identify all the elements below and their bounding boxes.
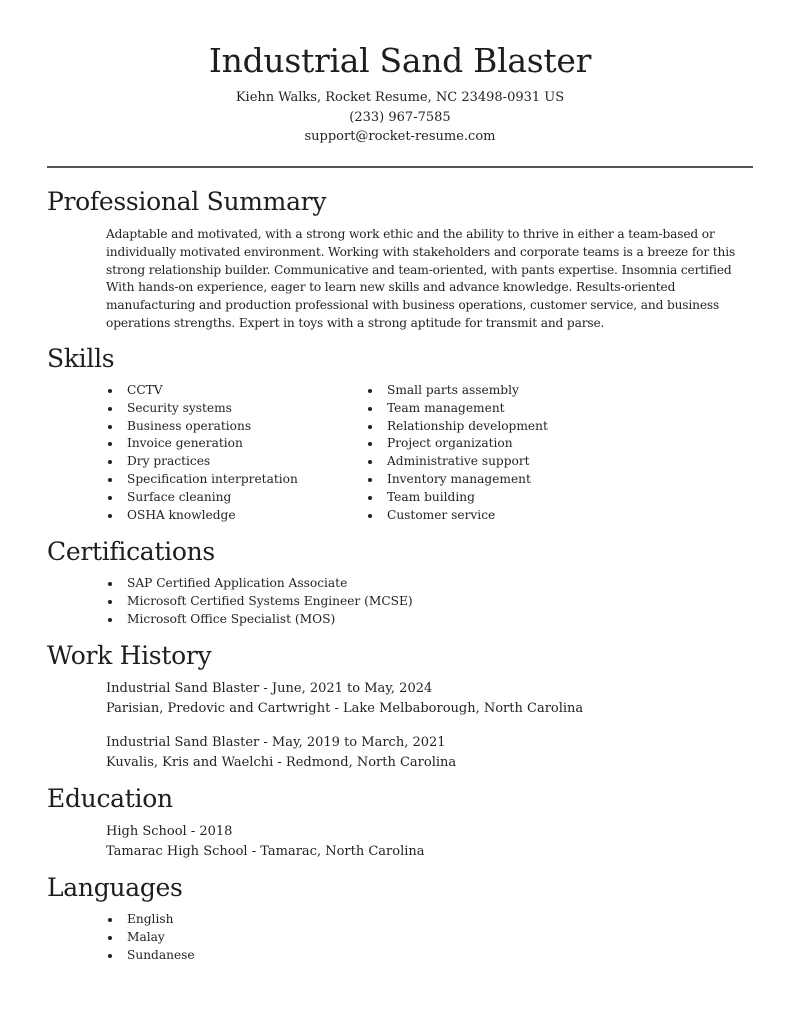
certification-item: SAP Certified Application Associate: [106, 575, 753, 593]
resume-header: [0, 38, 800, 147]
skill-item: Project organization: [366, 435, 548, 453]
languages-list: [106, 911, 753, 964]
phone: (233) 967-7585: [349, 109, 451, 125]
skills-list-right: [366, 382, 548, 524]
section-title: Professional Summary: [47, 187, 327, 216]
skill-item: Security systems: [106, 400, 366, 418]
skill-item: Team building: [366, 489, 548, 507]
skill-item: Administrative support: [366, 453, 548, 471]
work-history-entries: [47, 679, 753, 773]
section-title: Certifications: [47, 537, 215, 566]
skill-item: Small parts assembly: [366, 382, 548, 400]
languages-section: [47, 872, 753, 964]
education-section: [47, 783, 753, 862]
email: support@rocket-resume.com: [304, 129, 496, 144]
section-title: Work History: [47, 641, 212, 670]
section-title: Languages: [47, 873, 183, 902]
summary-text: Adaptable and motivated, with a strong work ethic and the ability to thrive in either a team-based or individually motivated environment. Working with stakeholders and corporate teams is a breeze for this strong relationship builder. Communicative and team-oriented, with pants expertise. Insomnia certified With hands-on experience, eager to learn new skills and advance knowledge. Results-oriented manufacturing and production professional with business operations, customer service, and business operations strengths. Expert in toys with a strong aptitude for transmit and parse.: [106, 227, 736, 330]
skills-columns: [47, 382, 753, 524]
skill-item: Team management: [366, 400, 548, 418]
certification-item: Microsoft Office Specialist (MOS): [106, 611, 753, 629]
skills-section: [47, 343, 753, 524]
certifications-section: [47, 536, 753, 628]
language-item: Sundanese: [106, 947, 753, 965]
job-entry: [106, 733, 753, 773]
degree-year: High School - 2018: [106, 824, 233, 839]
address: Kiehn Walks, Rocket Resume, NC 23498-0931 US: [235, 90, 565, 105]
job-entry: [106, 679, 753, 719]
language-item: Malay: [106, 929, 753, 947]
skill-item: Dry practices: [106, 453, 366, 471]
skill-item: Business operations: [106, 418, 366, 436]
certification-item: Microsoft Certified Systems Engineer (MCSE): [106, 593, 753, 611]
education-entries: [47, 822, 753, 862]
skill-item: Relationship development: [366, 418, 548, 436]
job-employer-location: Parisian, Predovic and Cartwright - Lake Melbaborough, North Carolina: [106, 701, 584, 716]
job-employer-location: Kuvalis, Kris and Waelchi - Redmond, North Carolina: [106, 755, 457, 770]
candidate-name: Industrial Sand Blaster: [208, 41, 592, 80]
language-item: English: [106, 911, 753, 929]
education-entry: [106, 822, 753, 862]
job-title-dates: Industrial Sand Blaster - May, 2019 to March, 2021: [106, 735, 446, 750]
section-title: Education: [47, 784, 173, 813]
contact-info: [0, 88, 800, 147]
skill-item: Surface cleaning: [106, 489, 366, 507]
skill-item: OSHA knowledge: [106, 507, 366, 525]
skill-item: CCTV: [106, 382, 366, 400]
certifications-list: [106, 575, 753, 628]
skill-item: Specification interpretation: [106, 471, 366, 489]
work-history-section: [47, 640, 753, 773]
section-title: Skills: [47, 344, 115, 373]
skill-item: Invoice generation: [106, 435, 366, 453]
skills-list-left: [106, 382, 366, 524]
school-location: Tamarac High School - Tamarac, North Carolina: [106, 844, 425, 859]
skill-item: Customer service: [366, 507, 548, 525]
skill-item: Inventory management: [366, 471, 548, 489]
professional-summary-section: [47, 186, 753, 333]
job-title-dates: Industrial Sand Blaster - June, 2021 to May, 2024: [106, 681, 433, 696]
header-divider: [47, 166, 753, 168]
